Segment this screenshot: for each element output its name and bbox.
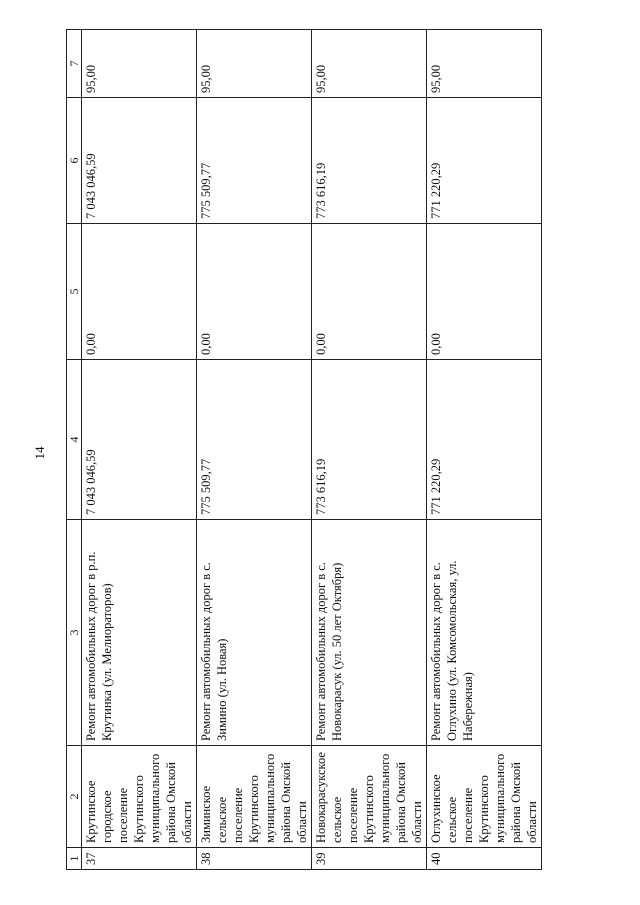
settlement-name: Крутинское городское поселение Крутинского муниципального района Омской области: [82, 746, 197, 848]
percent-col7: 95,00: [427, 30, 542, 98]
amount-col6: 775 509,77: [197, 98, 312, 224]
work-description: Ремонт автомобильных дорог в р.п. Крутинка (ул. Мелиораторов): [82, 520, 197, 746]
col-header-7: 7: [67, 30, 82, 98]
percent-col7: 95,00: [197, 30, 312, 98]
work-description: Ремонт автомобильных дорог в с. Зимино (ул. Новая): [197, 520, 312, 746]
amount-total: 771 220,29: [427, 360, 542, 520]
data-table: [66, 29, 542, 870]
col-header-3: 3: [67, 520, 82, 746]
amount-col6: 773 616,19: [312, 98, 427, 224]
row-number: 40: [427, 848, 542, 870]
col-header-4: 4: [67, 360, 82, 520]
amount-total: 7 043 046,59: [82, 360, 197, 520]
settlement-name: Оглухинское сельское поселение Крутинского муниципального района Омской области: [427, 746, 542, 848]
col-header-2: 2: [67, 746, 82, 848]
amount-total: 775 509,77: [197, 360, 312, 520]
col-header-6: 6: [67, 98, 82, 224]
amount-col6: 7 043 046,59: [82, 98, 197, 224]
table-row: [197, 30, 312, 870]
amount-col5: 0,00: [197, 224, 312, 360]
col-header-1: 1: [67, 848, 82, 870]
amount-col6: 771 220,29: [427, 98, 542, 224]
row-number: 37: [82, 848, 197, 870]
work-description: Ремонт автомобильных дорог в с. Новокарасук (ул. 50 лет Октября): [312, 520, 427, 746]
header-row: [67, 30, 82, 870]
row-number: 39: [312, 848, 427, 870]
work-description: Ремонт автомобильных дорог в с. Оглухино (ул. Комсомольская, ул. Набережная): [427, 520, 542, 746]
page-number: 14: [32, 446, 47, 460]
rotated-page: [66, 30, 616, 870]
amount-col5: 0,00: [82, 224, 197, 360]
amount-col5: 0,00: [312, 224, 427, 360]
settlement-name: Зиминское сельское поселение Крутинского муниципального района Омской области: [197, 746, 312, 848]
amount-col5: 0,00: [427, 224, 542, 360]
row-number: 38: [197, 848, 312, 870]
percent-col7: 95,00: [82, 30, 197, 98]
table-row: [82, 30, 197, 870]
settlement-name: Новокарасукское сельское поселение Крутинского муниципального района Омской области: [312, 746, 427, 848]
percent-col7: 95,00: [312, 30, 427, 98]
amount-total: 773 616,19: [312, 360, 427, 520]
table-row: [312, 30, 427, 870]
table-row: [427, 30, 542, 870]
col-header-5: 5: [67, 224, 82, 360]
